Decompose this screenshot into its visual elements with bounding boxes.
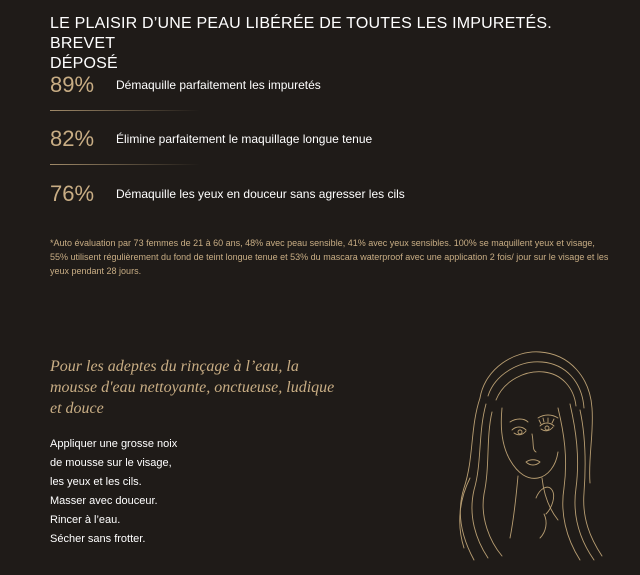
headline-line-2: DÉPOSÉ bbox=[50, 55, 118, 72]
usage-step: les yeux et les cils. bbox=[50, 476, 142, 488]
stat-description: Démaquille parfaitement les impuretés bbox=[116, 78, 321, 92]
usage-step: Sécher sans frotter. bbox=[50, 533, 146, 545]
usage-step: Masser avec douceur. bbox=[50, 495, 158, 507]
usage-step: Appliquer une grosse noix bbox=[50, 438, 178, 450]
stat-percentage: 89% bbox=[50, 72, 95, 97]
footnote bbox=[50, 236, 610, 278]
usage-step: de mousse sur le visage, bbox=[50, 457, 172, 469]
footnote-line-1: *Auto évaluation par 73 femmes de 21 à 60 ans, 48% avec peau sensible, 41% avec yeux sensibles. 100% se maquillent yeux et visage, bbox=[50, 238, 595, 248]
stat-divider bbox=[50, 110, 200, 111]
stat-percentage: 82% bbox=[50, 126, 95, 151]
usage-steps bbox=[50, 435, 177, 549]
woman-face-line-art-icon bbox=[440, 338, 610, 568]
stat-percentage: 76% bbox=[50, 181, 95, 206]
stat-divider bbox=[50, 164, 200, 165]
stat-description: Élimine parfaitement le maquillage longue tenue bbox=[116, 132, 373, 146]
stat-item bbox=[50, 181, 405, 207]
stat-item bbox=[50, 126, 372, 152]
usage-step: Rincer à l’eau. bbox=[50, 514, 121, 526]
tagline-line-1: Pour les adeptes du rinçage à l’eau, la bbox=[50, 358, 299, 375]
tagline-line-3: et douce bbox=[50, 400, 104, 417]
stat-item bbox=[50, 72, 321, 98]
headline bbox=[50, 14, 610, 74]
footnote-line-2: 55% utilisent régulièrement du fond de teint longue tenue et 53% du mascara waterproof avec une application 2 fois/ jour sur le visage et les yeux pendant 28 jours. bbox=[50, 252, 609, 276]
tagline bbox=[50, 356, 410, 419]
stat-description: Démaquille les yeux en douceur sans agresser les cils bbox=[116, 187, 405, 201]
tagline-line-2: mousse d'eau nettoyante, onctueuse, ludique bbox=[50, 379, 335, 396]
headline-line-1: LE PLAISIR D’UNE PEAU LIBÉRÉE DE TOUTES LES IMPURETÉS. BREVET bbox=[50, 15, 552, 52]
